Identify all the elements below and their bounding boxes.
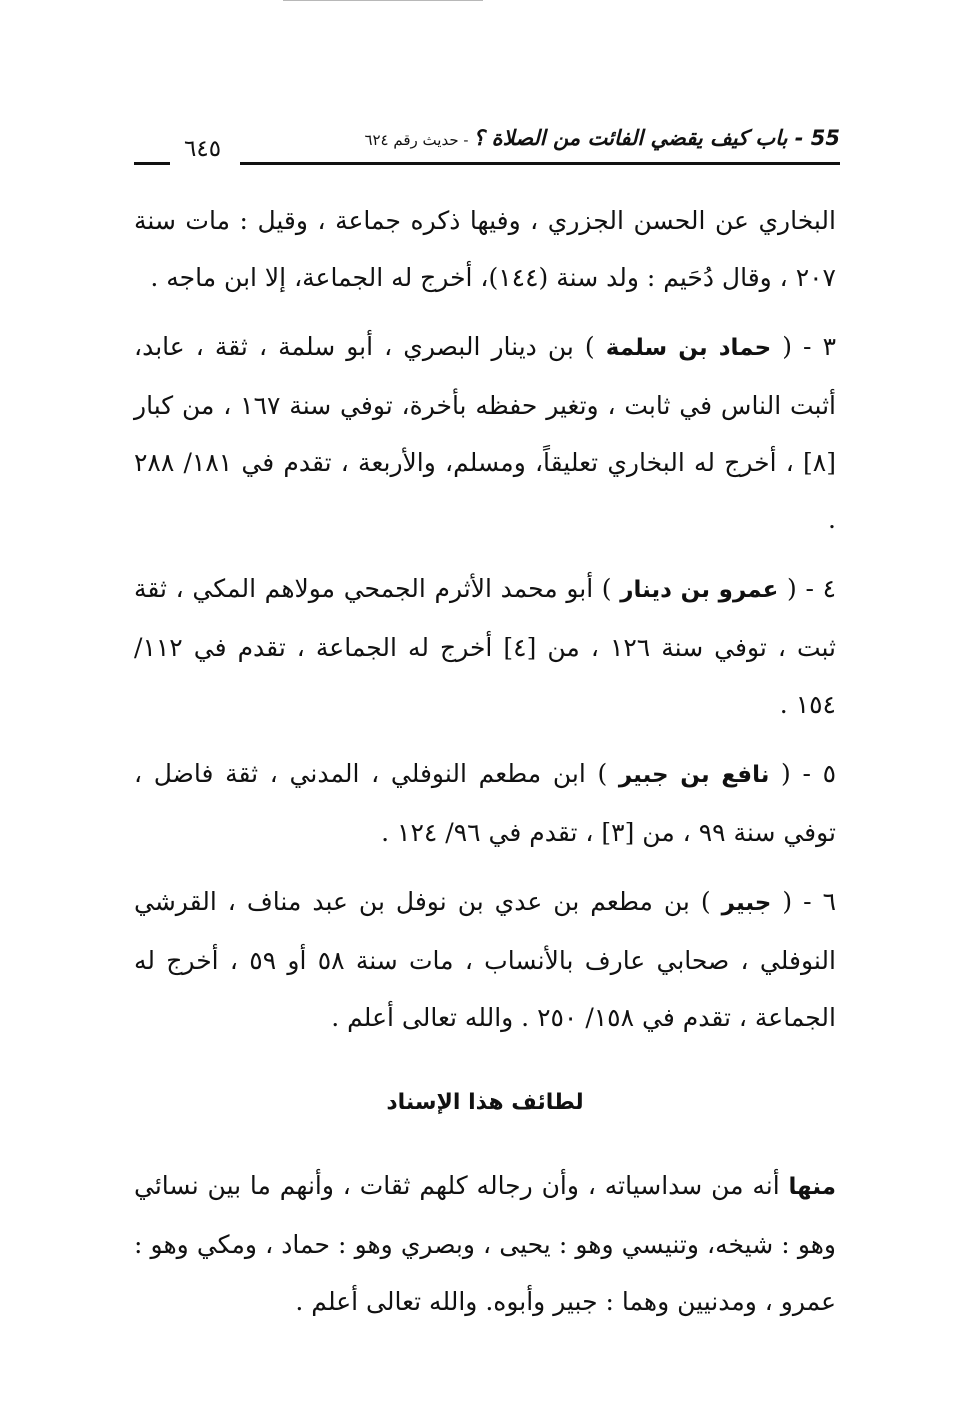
page-header <box>134 124 840 172</box>
subtleties-paragraph <box>134 1157 836 1330</box>
hadith-number: - حديث رقم ٦٢٤ <box>364 131 474 149</box>
narrator-name: جبير <box>721 890 772 916</box>
chapter-title <box>364 126 840 150</box>
entry-text: ) بن مطعم بن عدي بن نوفل بن عبد مناف ، القرشي النوفلي ، صحابي عارف بالأنساب ، مات سنة ٥٨ أو ٥٩ ، أخرج له الجماعة ، تقدم في ١٥٨/ ٢٥٠ . والله تعالى أعلم . <box>134 887 836 1032</box>
entry-text: ) بن دينار البصري ، أبو سلمة ، ثقة ، عابد، أثبت الناس في ثابت ، وتغير حفظه بأخرة، توفي سنة ١٦٧ ، من كبار [٨] ، أخرج له البخاري تعليقاً، ومسلم، والأربعة ، تقدم في ١٨١/ ٢٨٨ . <box>134 332 837 534</box>
chapter-heading: 55 - باب كيف يقضي الفائت من الصلاة ؟ <box>473 126 840 150</box>
narrator-name: عمرو بن دينار <box>620 577 779 603</box>
lead-word: منها <box>788 1174 836 1200</box>
entry-text: ) ابن مطعم النوفلي ، المدني ، ثقة فاضل ، توفي سنة ٩٩ ، من [٣] ، تقدم في ٩٦/ ١٢٤ . <box>134 759 836 847</box>
entry-number: ٥ - ( <box>769 759 837 788</box>
narrator-name: حماد بن سلمة <box>605 335 772 361</box>
header-rule <box>240 162 840 165</box>
page-number: ٦٤٥ <box>184 136 222 162</box>
page-number-dash <box>134 162 170 165</box>
entry-text: ) أبو محمد الأثرم الجمحي مولاهم المكي ، ثقة ثبت ، توفي سنة ١٢٦ ، من [٤] أخرج له الجماعة ، تقدم في ١١٢/ ١٥٤ . <box>134 574 837 719</box>
entry-number: ٦ - ( <box>771 887 836 916</box>
narrator-entry-6 <box>134 873 836 1046</box>
narrator-entry-4 <box>134 560 836 733</box>
narrator-name: نافع بن جبير <box>618 762 770 788</box>
narrator-entry-3 <box>134 318 836 548</box>
paragraph-text: أنه من سداسياته ، وأن رجاله كلهم ثقات ، وأنهم ما بين نسائي وهو : شيخه، وتنيسي وهو : يحيى ، وبصري وهو : حماد ، ومكي وهو : عمرو ، ومدنيين وهما : جبير وأبوه. والله تعالى أعلم . <box>134 1171 836 1316</box>
entry-number: ٤ - ( <box>778 574 836 603</box>
narrator-entry-5 <box>134 745 836 861</box>
top-rule <box>283 0 483 1</box>
entry-number: ٣ - ( <box>771 332 836 361</box>
section-heading: لطائف هذا الإسناد <box>386 1090 584 1115</box>
page-body <box>134 192 836 1342</box>
paragraph-continuation: البخاري عن الحسن الجزري ، وفيها ذكره جماعة ، وقيل : مات سنة ٢٠٧ ، وقال دُحَيم : ولد سنة (١٤٤)، أخرج له الجماعة، إلا ابن ماجه . <box>134 206 836 292</box>
